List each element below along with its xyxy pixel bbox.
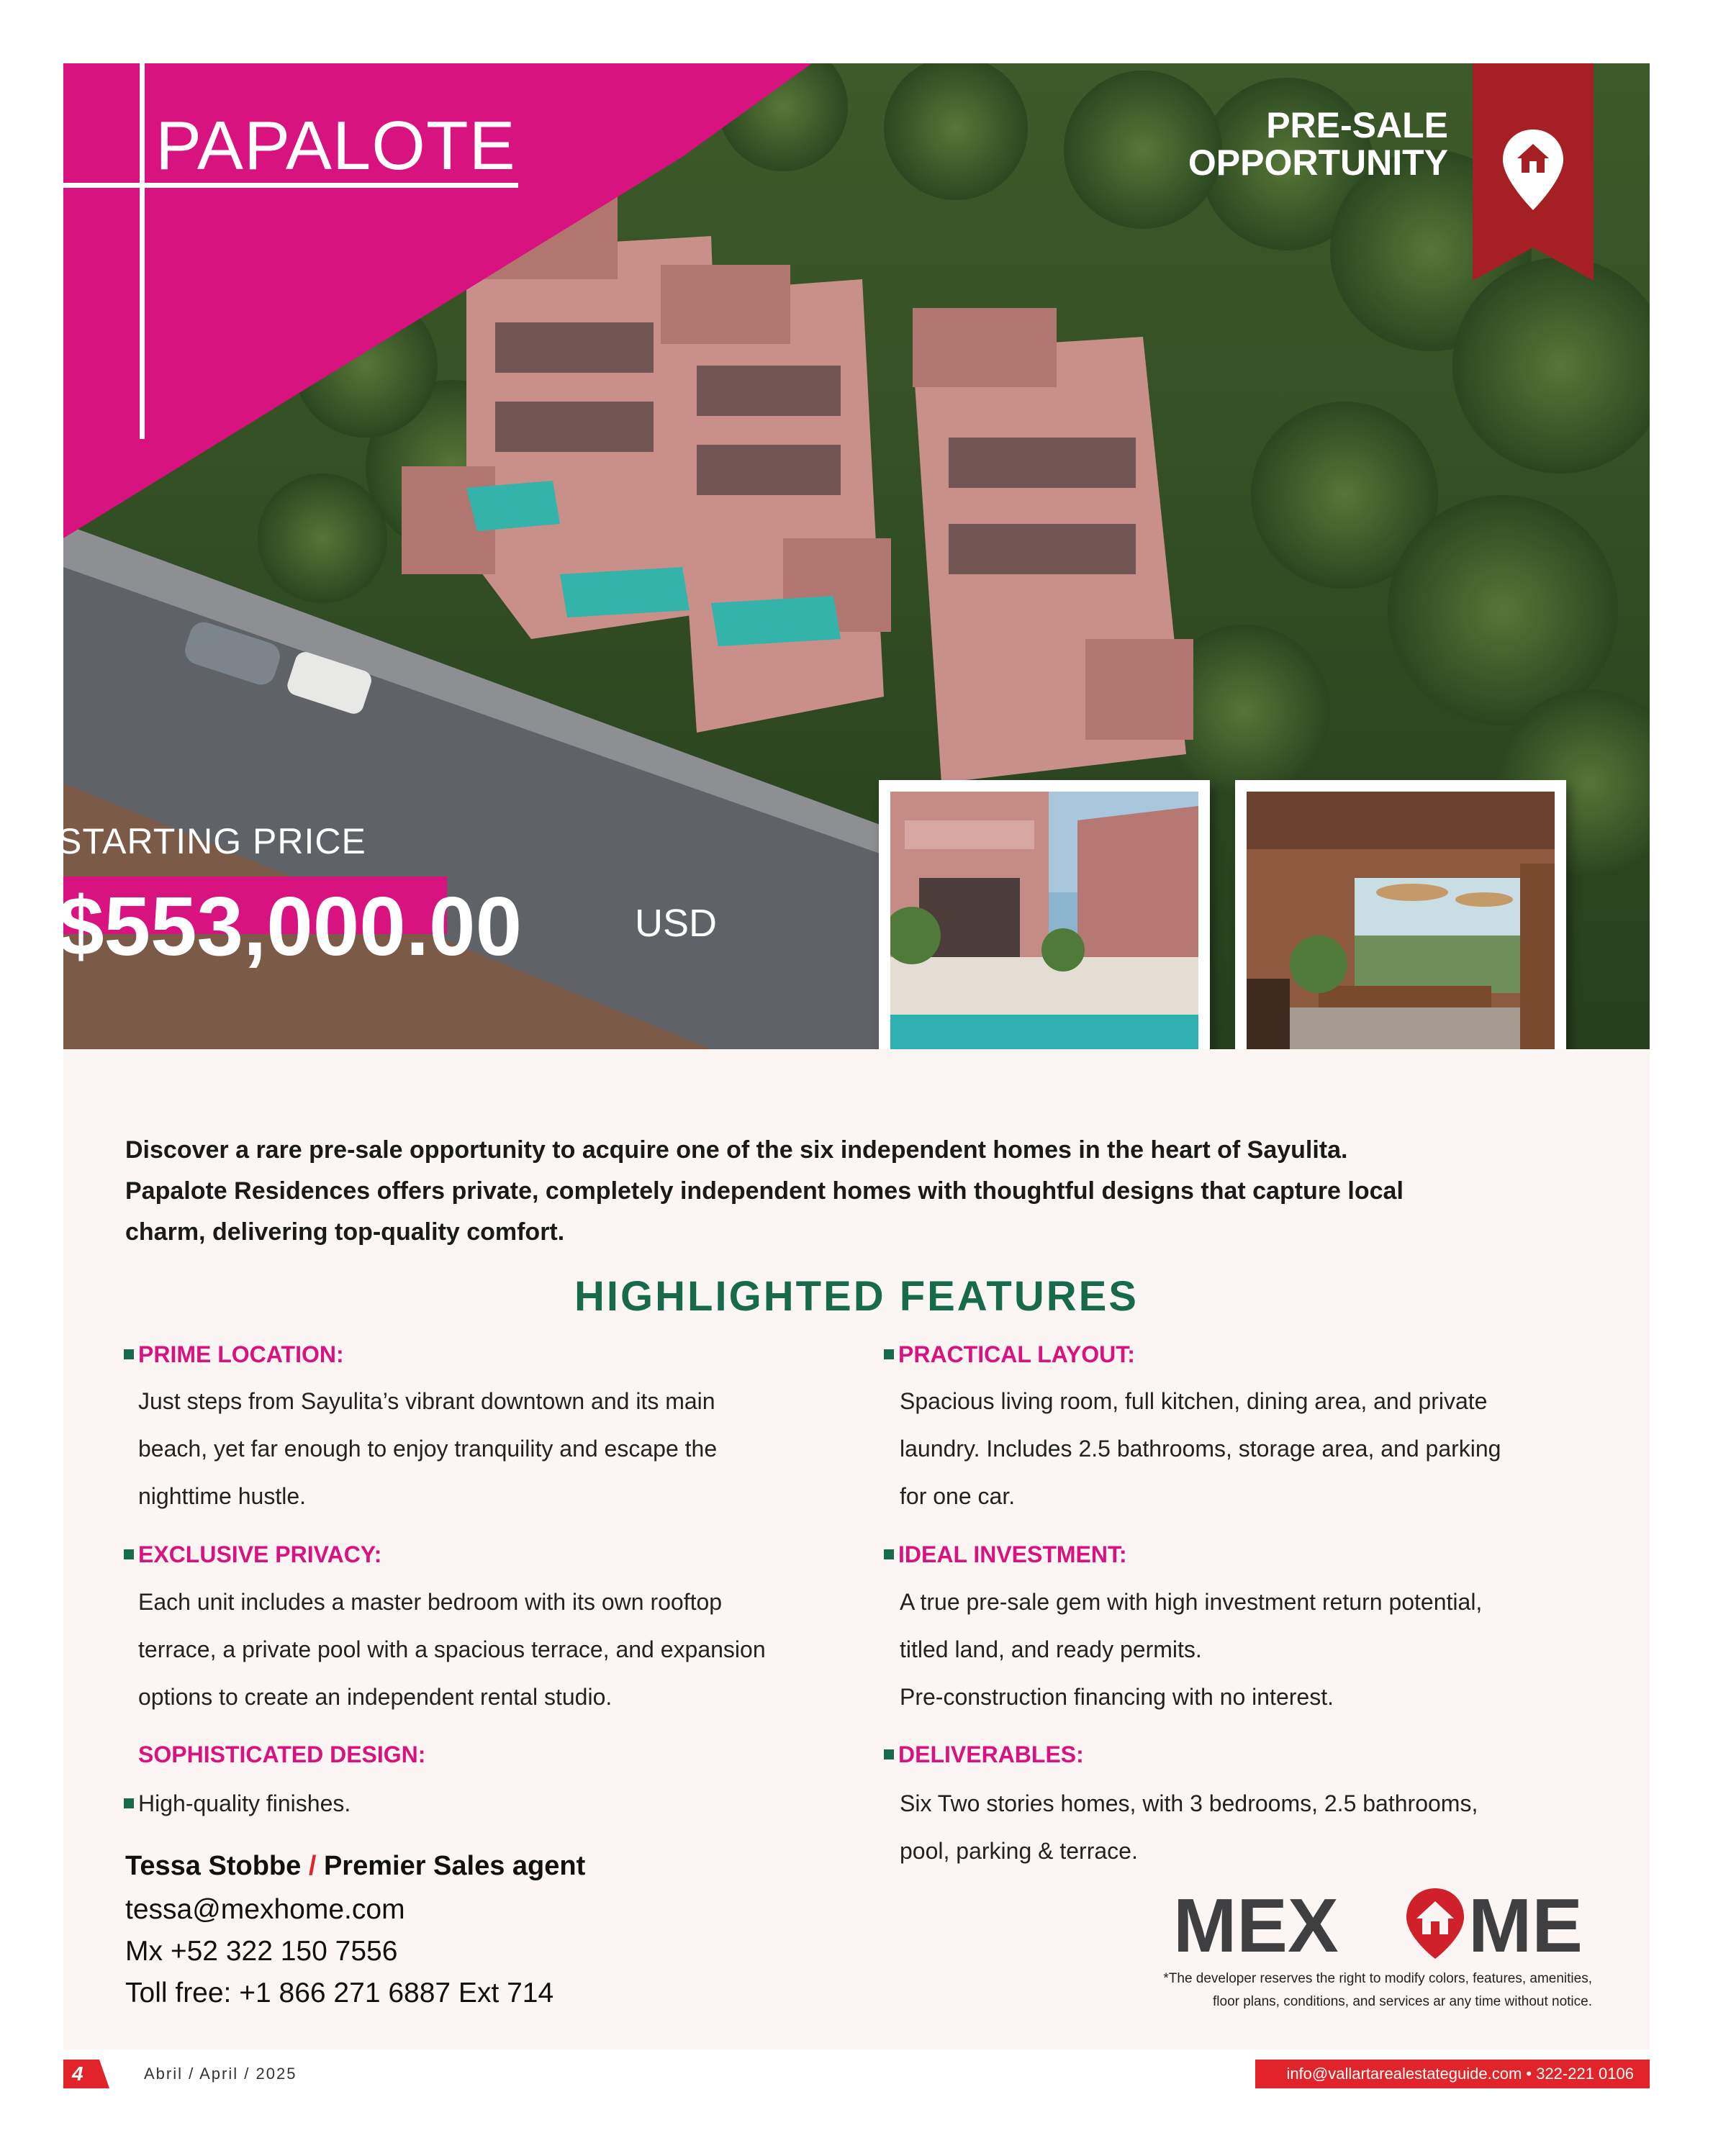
feature-heading-exclusive-privacy: EXCLUSIVE PRIVACY: bbox=[124, 1541, 381, 1568]
feature-text-ideal-investment: A true pre-sale gem with high investment return potential, titled land, and ready permits. Pre-construction financing with no interest. bbox=[900, 1589, 1483, 1710]
bullet-icon bbox=[884, 1549, 894, 1559]
feature-heading-practical-layout: PRACTICAL LAYOUT: bbox=[884, 1341, 1135, 1368]
presale-line-1: PRE-SALE bbox=[1266, 105, 1448, 145]
feature-text-practical-layout: Spacious living room, full kitchen, dining area, and private laundry. Includes 2.5 bathrooms, storage area, and parking for one car. bbox=[900, 1388, 1501, 1509]
feature-heading-sophisticated-design: SOPHISTICATED DESIGN: bbox=[138, 1741, 426, 1767]
feature-text-sophisticated-design: High-quality finishes. bbox=[124, 1780, 351, 1827]
features-title: HIGHLIGHTED FEATURES bbox=[574, 1273, 1139, 1320]
logo-text-left: MEX bbox=[1173, 1887, 1339, 1959]
mexhome-logo bbox=[1173, 1887, 1591, 1959]
page-number: 4 bbox=[72, 2062, 83, 2085]
intro-line: Papalote Residences offers private, completely independent homes with thoughtful designs that capture local bbox=[125, 1177, 1404, 1205]
price-currency: USD bbox=[635, 902, 718, 945]
agent-email[interactable]: tessa@mexhome.com bbox=[125, 1894, 405, 1925]
intro-line: Discover a rare pre-sale opportunity to acquire one of the six independent homes in the heart of Sayulita. bbox=[125, 1136, 1348, 1164]
feature-heading-deliverables: DELIVERABLES: bbox=[884, 1741, 1084, 1768]
home-pin-icon bbox=[1406, 1888, 1464, 1959]
bullet-icon bbox=[124, 1349, 134, 1359]
presale-line-2: OPPORTUNITY bbox=[1188, 142, 1448, 183]
agent-name: Tessa Stobbe bbox=[125, 1851, 302, 1881]
feature-heading-ideal-investment: IDEAL INVESTMENT: bbox=[884, 1541, 1127, 1568]
bullet-icon bbox=[124, 1798, 134, 1808]
brand-name: PAPALOTE bbox=[155, 107, 516, 184]
bullet-icon bbox=[884, 1349, 894, 1359]
bullet-icon bbox=[124, 1549, 134, 1559]
disclaimer-line: *The developer reserves the right to modify colors, features, amenities, bbox=[1163, 1971, 1592, 1986]
feature-text-deliverables: Six Two stories homes, with 3 bedrooms, 2.5 bathrooms, pool, parking & terrace. bbox=[900, 1790, 1478, 1864]
bullet-icon bbox=[884, 1749, 894, 1759]
agent-slash: / bbox=[308, 1851, 317, 1881]
brand-vertical-line bbox=[140, 63, 145, 439]
page-number-tab bbox=[63, 2060, 109, 2088]
feature-text-prime-location: Just steps from Sayulita’s vibrant downtown and its main beach, yet far enough to enjoy tranquility and escape the nighttime hustle. bbox=[138, 1388, 718, 1509]
agent-phone[interactable]: Mx +52 322 150 7556 bbox=[125, 1936, 398, 1967]
home-pin-icon bbox=[1473, 63, 1594, 281]
logo-text-right: ME bbox=[1468, 1887, 1583, 1959]
disclaimer-line: floor plans, conditions, and services ar any time without notice. bbox=[1213, 1994, 1592, 2009]
agent-name-title bbox=[125, 1851, 585, 1882]
disclaimer bbox=[1163, 1967, 1592, 2014]
feature-text-exclusive-privacy: Each unit includes a master bedroom with its own rooftop terrace, a private pool with a spacious terrace, and expansion options to create an independent rental studio. bbox=[138, 1589, 766, 1710]
price-amount: $553,000.00 bbox=[58, 879, 523, 973]
intro-line: charm, delivering top-quality comfort. bbox=[125, 1218, 565, 1246]
footer-contact[interactable]: info@vallartarealestateguide.com • 322-221 0106 bbox=[1286, 2065, 1634, 2083]
starting-price-label: STARTING PRICE bbox=[58, 821, 366, 861]
intro-paragraph bbox=[125, 1130, 1565, 1253]
agent-title: Premier Sales agent bbox=[323, 1851, 586, 1881]
feature-heading-prime-location: PRIME LOCATION: bbox=[124, 1341, 344, 1368]
issue-date: Abril / April / 2025 bbox=[144, 2065, 297, 2083]
agent-toll-free[interactable]: Toll free: +1 866 271 6887 Ext 714 bbox=[125, 1978, 554, 2008]
presale-badge-text bbox=[1188, 107, 1448, 181]
